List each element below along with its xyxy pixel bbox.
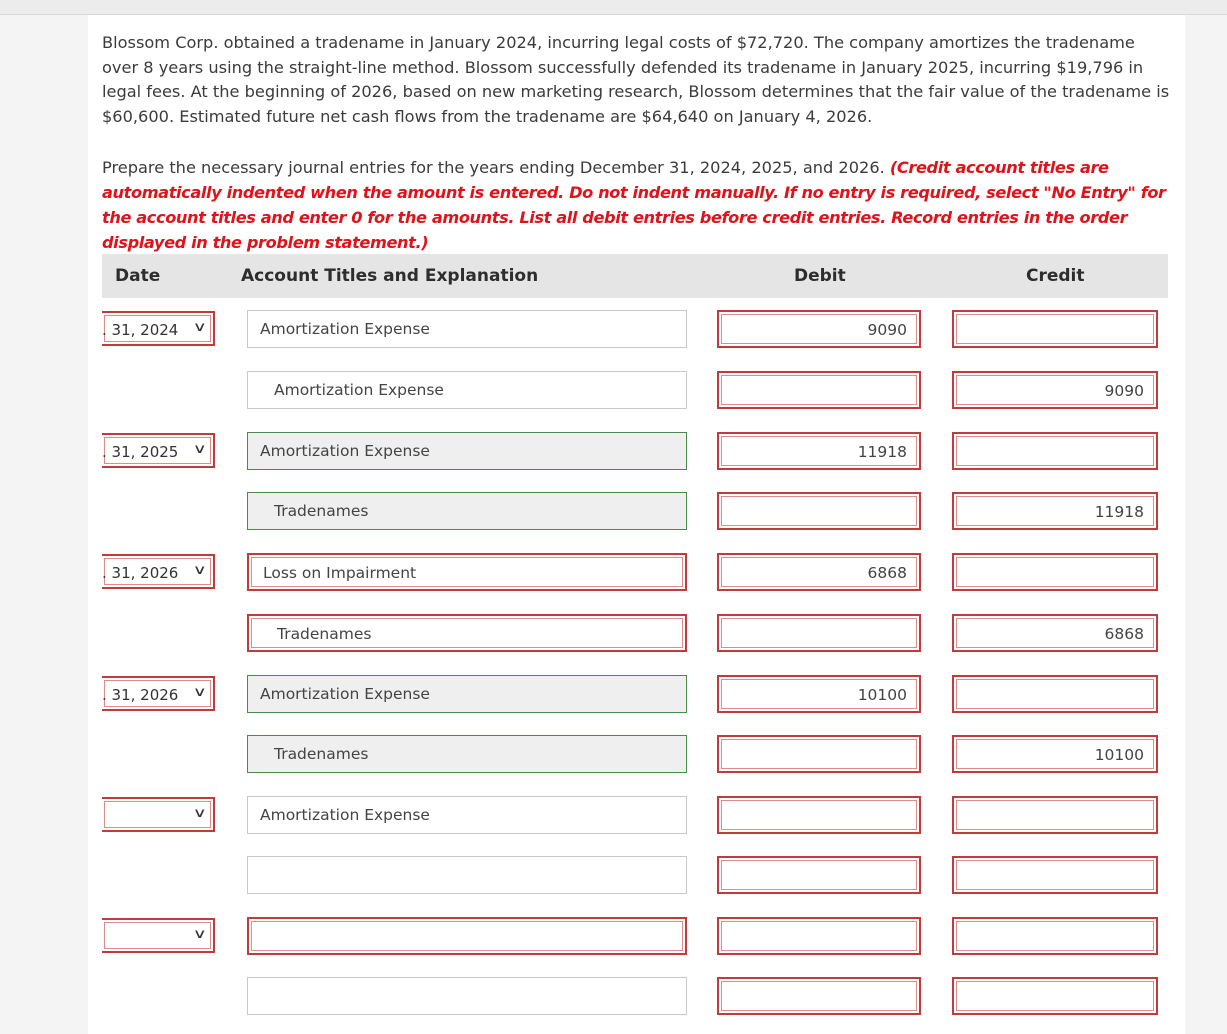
date-select[interactable] <box>102 918 215 953</box>
credit-value: 9090 <box>1104 382 1144 400</box>
date-value: . 31, 2026 <box>102 686 179 704</box>
account-title-input[interactable] <box>247 917 687 955</box>
credit-input[interactable] <box>952 796 1158 834</box>
account-title-input[interactable] <box>247 675 687 713</box>
account-title-input[interactable] <box>247 796 687 834</box>
chevron-down-icon: ∨ <box>193 806 208 821</box>
debit-value: 9090 <box>867 321 907 339</box>
chevron-down-icon: ∨ <box>193 927 208 942</box>
chevron-down-icon: ∨ <box>193 442 208 457</box>
debit-value: 11918 <box>857 443 907 461</box>
debit-input[interactable] <box>717 553 921 591</box>
account-title-value: Tradenames <box>277 625 372 643</box>
debit-input[interactable] <box>717 432 921 470</box>
date-value: . 31, 2025 <box>102 443 179 461</box>
instructions <box>102 155 1177 255</box>
date-value: . 31, 2026 <box>102 564 179 582</box>
credit-input[interactable] <box>952 371 1158 409</box>
header-debit: Debit <box>794 266 846 286</box>
credit-input[interactable] <box>952 492 1158 530</box>
date-select[interactable] <box>102 311 215 346</box>
account-title-input[interactable] <box>247 735 687 773</box>
date-select[interactable] <box>102 797 215 832</box>
account-title-value: Amortization Expense <box>274 381 444 399</box>
credit-input[interactable] <box>952 310 1158 348</box>
account-title-value: Loss on Impairment <box>263 564 417 582</box>
account-title-input[interactable] <box>247 492 687 530</box>
header-credit: Credit <box>1026 266 1085 286</box>
credit-input[interactable] <box>952 614 1158 652</box>
problem-statement: Blossom Corp. obtained a tradename in January 2024, incurring legal costs of $72,720. The company amortizes the tradename over 8 years using the straight-line method. Blossom successfully defended its tradename in January 2025, incurring $19,796 in legal fees. At the beginning of 2026, based on new marketing research, Blossom determines that the fair value of the tradename is $60,600. Estimated future net cash flows from the tradename are $64,640 on January 4, 2026. <box>102 33 1170 126</box>
debit-input[interactable] <box>717 371 921 409</box>
credit-input[interactable] <box>952 977 1158 1015</box>
header-date: Date <box>115 266 161 286</box>
date-select[interactable] <box>102 433 215 468</box>
debit-input[interactable] <box>717 796 921 834</box>
credit-input[interactable] <box>952 917 1158 955</box>
date-select[interactable] <box>102 554 215 589</box>
credit-input[interactable] <box>952 856 1158 894</box>
debit-value: 10100 <box>857 686 907 704</box>
credit-value: 10100 <box>1094 746 1144 764</box>
debit-input[interactable] <box>717 310 921 348</box>
debit-value: 6868 <box>867 564 907 582</box>
chevron-down-icon: ∨ <box>193 320 208 335</box>
account-title-value: Tradenames <box>274 502 369 520</box>
account-title-value: Amortization Expense <box>260 685 430 703</box>
credit-input[interactable] <box>952 675 1158 713</box>
account-title-value: Amortization Expense <box>260 320 430 338</box>
debit-input[interactable] <box>717 675 921 713</box>
instructions-text: Prepare the necessary journal entries for the years ending December 31, 2024, 2025, and 2026. <box>102 158 890 177</box>
header-account: Account Titles and Explanation <box>241 266 539 286</box>
account-title-input[interactable] <box>247 614 687 652</box>
debit-input[interactable] <box>717 492 921 530</box>
debit-input[interactable] <box>717 856 921 894</box>
account-title-input[interactable] <box>247 310 687 348</box>
credit-input[interactable] <box>952 735 1158 773</box>
debit-input[interactable] <box>717 917 921 955</box>
account-title-input[interactable] <box>247 977 687 1015</box>
top-bar <box>0 0 1227 15</box>
account-title-input[interactable] <box>247 432 687 470</box>
account-title-value: Amortization Expense <box>260 806 430 824</box>
chevron-down-icon: ∨ <box>193 685 208 700</box>
date-value: . 31, 2024 <box>102 321 179 339</box>
table-header <box>102 254 1168 298</box>
debit-input[interactable] <box>717 614 921 652</box>
account-title-value: Amortization Expense <box>260 442 430 460</box>
account-title-value: Tradenames <box>274 745 369 763</box>
instructions-note: (Credit account titles are automatically indented when the amount is entered. Do not indent manually. If no entry is required, select "No Entry" for the account titles and enter 0 for the amounts. List all debit entries before credit entries. Record entries in the order displayed in the problem statement.) <box>102 158 1166 252</box>
chevron-down-icon: ∨ <box>193 563 208 578</box>
debit-input[interactable] <box>717 735 921 773</box>
credit-input[interactable] <box>952 432 1158 470</box>
account-title-input[interactable] <box>247 371 687 409</box>
credit-input[interactable] <box>952 553 1158 591</box>
account-title-input[interactable] <box>247 856 687 894</box>
date-select[interactable] <box>102 676 215 711</box>
account-title-input[interactable] <box>247 553 687 591</box>
credit-value: 11918 <box>1094 503 1144 521</box>
credit-value: 6868 <box>1104 625 1144 643</box>
debit-input[interactable] <box>717 977 921 1015</box>
